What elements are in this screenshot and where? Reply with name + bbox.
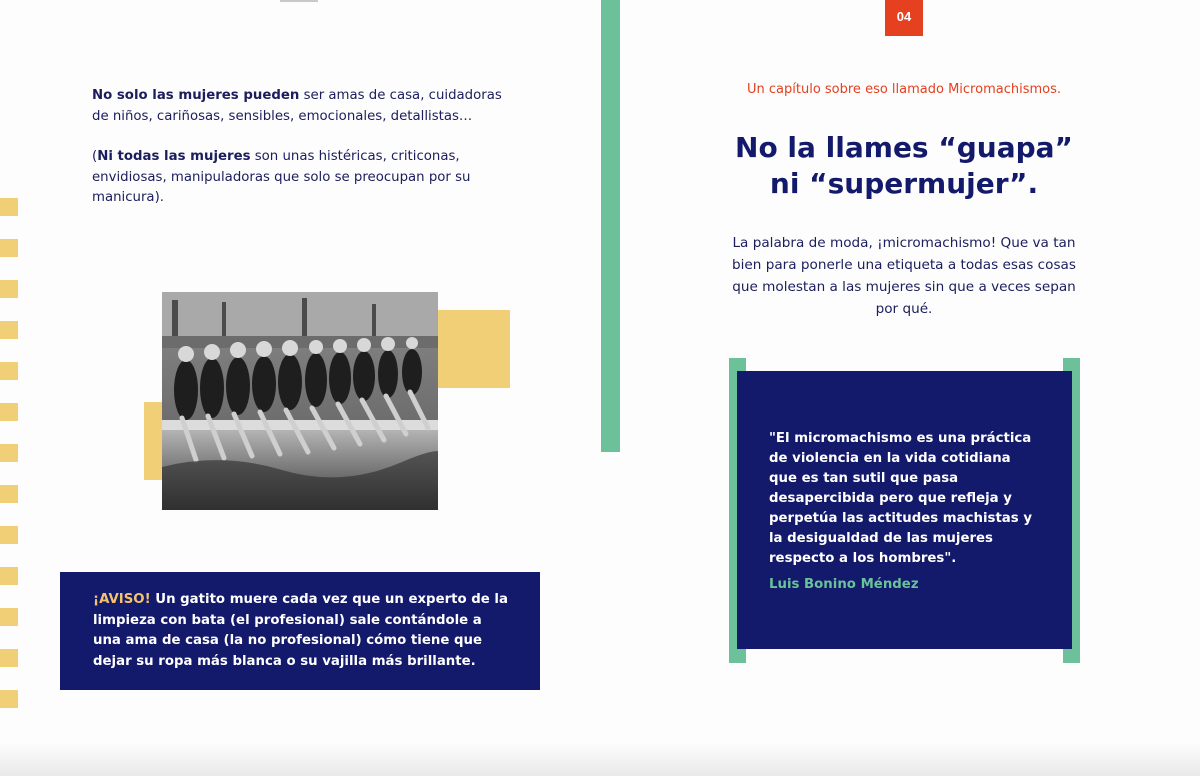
notice-box: [60, 572, 540, 690]
photo-group: [144, 290, 514, 515]
intro-p2-bold: Ni todas las mujeres: [97, 149, 251, 164]
notice-label: ¡AVISO!: [93, 592, 151, 607]
edge-dash: [0, 608, 18, 626]
quote-group: [729, 358, 1080, 663]
quote-author: Luis Bonino Méndez: [769, 577, 919, 592]
notice-text: [93, 590, 510, 672]
edge-dash: [0, 485, 18, 503]
top-tab-marker: [280, 0, 318, 2]
edge-dash: [0, 526, 18, 544]
edge-dash: [0, 690, 18, 708]
edge-dash: [0, 239, 18, 257]
intro-paragraph-1: [92, 86, 512, 127]
edge-dash: [0, 444, 18, 462]
edge-dash: [0, 567, 18, 585]
headline-line-1: No la llames “guapa”: [735, 131, 1073, 164]
intro-body-text: La palabra de moda, ¡micromachismo! Que va tan bien para ponerle una etiqueta a todas esas cosas que molestan a las mujeres sin que a veces sepan por qué.: [732, 235, 1076, 317]
photo-illustration: [162, 292, 438, 510]
bottom-shadow: [0, 742, 1200, 776]
quote-box: [737, 371, 1072, 649]
edge-dash: [0, 649, 18, 667]
notice-body: Un gatito muere cada vez que un experto de la limpieza con bata (el profesional) sale contándole a una ama de casa (la no profesional) cómo tiene que dejar su ropa más blanca o su vajilla más brillante.: [93, 592, 508, 669]
intro-paragraph-2: [92, 147, 512, 209]
edge-dash: [0, 362, 18, 380]
chapter-kicker: Un capítulo sobre eso llamado Micromachismos.: [747, 82, 1061, 97]
intro-p1-bold: No solo las mujeres pueden: [92, 88, 300, 103]
vintage-swimmers-photo: [162, 292, 438, 510]
intro-p2-rest: son unas histéricas, criticonas, envidiosas, manipuladoras que solo se preocupan por su manicura).: [92, 149, 471, 205]
yellow-accent-block: [438, 310, 510, 388]
edge-dash: [0, 403, 18, 421]
headline-line-2: ni “supermujer”.: [769, 167, 1039, 200]
edge-dash: [0, 321, 18, 339]
headline: [704, 130, 1104, 202]
edge-dash: [0, 198, 18, 216]
page-number-badge: 04: [885, 0, 923, 36]
quote-text: "El micromachismo es una práctica de violencia en la vida cotidiana que es tan sutil que pasa desapercibida pero que refleja y perpetúa las actitudes machistas y la desigualdad de las mujeres respecto a los hombres".: [769, 431, 1032, 566]
edge-dash: [0, 280, 18, 298]
intro-p2-open: (: [92, 149, 98, 164]
intro-text: [92, 86, 512, 229]
edge-dashes: [0, 198, 18, 731]
intro-p1-rest: ser amas de casa, cuidadoras de niños, cariñosas, sensibles, emocionales, detallistas…: [92, 88, 502, 124]
